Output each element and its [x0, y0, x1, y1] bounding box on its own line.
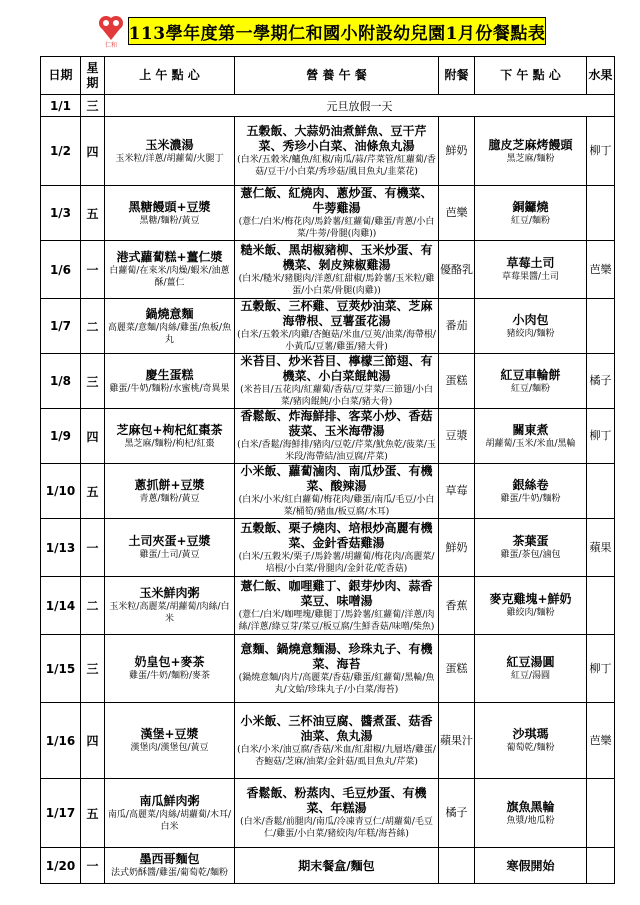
morning-snack-cell	[105, 577, 235, 635]
fruit-cell	[587, 577, 615, 635]
lunch-cell	[235, 635, 439, 703]
table-row	[41, 635, 615, 703]
table-row	[41, 703, 615, 779]
table-row	[41, 519, 615, 577]
lunch-menu: 意麵、鍋燒意麵湯、珍珠丸子、有機菜、海苔	[240, 641, 433, 671]
afternoon-snack-ingredients: 雞蛋/牛奶/麵粉	[500, 493, 561, 504]
header-row	[41, 57, 615, 95]
morning-snack-ingredients: 漢堡肉/漢堡包/黃豆	[130, 743, 209, 753]
morning-snack-name: 墨西哥麵包	[139, 852, 200, 866]
school-logo	[95, 12, 127, 48]
date-cell: 1/6	[41, 241, 81, 299]
side-cell	[439, 848, 475, 884]
morning-snack-ingredients: 白蘿蔔/在來米/肉燥/蝦米/油蔥酥/薑仁	[109, 266, 230, 288]
morning-snack-cell	[105, 519, 235, 577]
morning-snack-name: 慶生蛋糕	[145, 367, 194, 382]
morning-snack-name: 鍋燒意麵	[145, 306, 194, 321]
lunch-cell	[235, 519, 439, 577]
weekday-cell: 五	[81, 779, 105, 848]
fruit-cell: 芭樂	[587, 241, 615, 299]
afternoon-snack-ingredients: 草莓果醬/土司	[501, 272, 560, 282]
afternoon-snack-ingredients: 紅豆/麵粉	[510, 215, 551, 226]
col-lunch: 營 養 午 餐	[235, 57, 439, 95]
weekday-cell: 四	[81, 703, 105, 779]
lunch-cell	[235, 577, 439, 635]
col-weekday: 星期	[81, 57, 105, 95]
date-cell: 1/14	[41, 577, 81, 635]
afternoon-snack-ingredients: 黑芝麻/麵粉	[506, 153, 555, 164]
lunch-ingredients: (白米/糙米/豬腿肉/洋蔥/紅甜椒/馬鈴薯/玉米粒/雞蛋/小白菜/骨腿(肉雞))	[238, 273, 435, 296]
lunch-menu: 薏仁飯、咖哩雞丁、銀芽炒肉、蒜香菜豆、味噌湯	[240, 578, 433, 608]
morning-snack-ingredients: 黑糖/麵粉/黃豆	[139, 215, 200, 226]
morning-snack-cell	[105, 848, 235, 884]
afternoon-snack-name: 小肉包	[512, 312, 549, 327]
menu-table	[40, 56, 615, 884]
col-side: 附餐	[439, 57, 475, 95]
morning-snack-name: 奶皇包+麥茶	[134, 655, 205, 669]
lunch-menu: 香鬆飯、粉蒸肉、毛豆炒蛋、有機菜、年糕湯	[246, 786, 427, 815]
afternoon-snack-name: 麥克雞塊+鮮奶	[489, 592, 572, 606]
fruit-cell: 蘋果	[587, 519, 615, 577]
weekday-cell: 三	[81, 354, 105, 409]
morning-snack-name: 漢堡+豆漿	[140, 727, 199, 741]
afternoon-snack-ingredients: 豬絞肉/麵粉	[506, 328, 555, 339]
side-cell: 鮮奶	[439, 117, 475, 186]
lunch-ingredients: (白米/五穀米/栗子/馬鈴薯/胡蘿蔔/梅花肉/高麗菜/培根/小白菜/骨腿肉/金針花/乾香菇)	[238, 551, 435, 574]
date-cell: 1/15	[41, 635, 81, 703]
date-cell: 1/20	[41, 848, 81, 884]
morning-snack-ingredients: 玉米粒/高麗菜/胡蘿蔔/肉絲/白米	[109, 602, 230, 624]
date-cell: 1/10	[41, 464, 81, 519]
lunch-ingredients: (白米/五穀米/肉雞/杏鮑菇/米血/豆莢/油菜/海帶根/小黃瓜/豆薯/雞蛋/豬大骨)	[237, 330, 436, 352]
table-row	[41, 186, 615, 241]
weekday-cell: 四	[81, 409, 105, 464]
fruit-cell: 橘子	[587, 354, 615, 409]
date-cell: 1/1	[41, 95, 81, 117]
side-cell: 蛋糕	[439, 354, 475, 409]
morning-snack-name: 玉米鮮肉粥	[139, 586, 200, 600]
weekday-cell: 一	[81, 848, 105, 884]
morning-snack-ingredients: 雞蛋/土司/黃豆	[139, 550, 200, 560]
afternoon-snack-ingredients: 雞絞肉/麵粉	[506, 608, 555, 618]
afternoon-snack-name: 關東煮	[512, 422, 549, 437]
morning-snack-ingredients: 玉米粒/洋蔥/胡蘿蔔/火腿丁	[115, 153, 224, 164]
morning-snack-ingredients: 法式奶酥醬/雞蛋/葡萄乾/麵粉	[110, 868, 229, 878]
side-cell: 優酪乳	[439, 241, 475, 299]
side-cell: 香蕉	[439, 577, 475, 635]
lunch-cell	[235, 354, 439, 409]
date-cell: 1/7	[41, 299, 81, 354]
afternoon-snack-name: 茶葉蛋	[512, 534, 549, 548]
side-cell: 蘋果汁	[439, 703, 475, 779]
lunch-ingredients: (鍋燒意麵/肉片/高麗菜/香菇/雞蛋/紅蘿蔔/黑輪/魚丸/文蛤/珍珠丸子/小白菜/海苔)	[238, 672, 435, 695]
afternoon-snack-cell	[475, 409, 587, 464]
lunch-menu: 五穀飯、大蒜奶油煮鮮魚、豆干芹菜、秀珍小白菜、油條魚丸湯	[246, 124, 427, 153]
morning-snack-ingredients: 雞蛋/牛奶/麵粉/水蜜桃/奇異果	[109, 383, 230, 394]
morning-snack-name: 南瓜鮮肉粥	[139, 793, 200, 808]
lunch-ingredients: (白米/香鬆/海鮮排/豬肉/豆乾/芹菜/魷魚乾/菠菜/玉米段/海帶結/油豆腐/芹菜)	[237, 440, 436, 462]
date-cell: 1/17	[41, 779, 81, 848]
morning-snack-cell	[105, 703, 235, 779]
lunch-menu: 五穀飯、栗子燒肉、培根炒高麗有機菜、金針香菇雞湯	[240, 520, 433, 550]
weekday-cell: 二	[81, 577, 105, 635]
afternoon-snack-name: 銅鑼燒	[512, 199, 549, 214]
morning-snack-name: 黑糖饅頭+豆漿	[128, 199, 211, 214]
lunch-ingredients: (白米/香鬆/前腿肉/南瓜/冷凍青豆仁/胡蘿蔔/毛豆仁/雞蛋/小白菜/豬絞肉/年糕/海苔絲)	[240, 817, 433, 839]
afternoon-snack-cell: 寒假開始	[475, 848, 587, 884]
fruit-cell: 芭樂	[587, 703, 615, 779]
morning-snack-ingredients: 雞蛋/牛奶/麵粉/麥茶	[128, 671, 211, 681]
fruit-cell: 柳丁	[587, 117, 615, 186]
side-cell: 蛋糕	[439, 635, 475, 703]
morning-snack-ingredients: 南瓜/高麗菜/肉絲/胡蘿蔔/木耳/白米	[107, 809, 232, 832]
afternoon-snack-name: 臆皮芝麻烤饅頭	[488, 137, 573, 152]
lunch-cell	[235, 703, 439, 779]
fruit-cell	[587, 299, 615, 354]
morning-snack-name: 土司夾蛋+豆漿	[128, 534, 211, 548]
lunch-menu: 香鬆飯、炸海鮮排、客菜小炒、香菇菠菜、玉米海帶湯	[240, 409, 433, 438]
morning-snack-cell	[105, 635, 235, 703]
afternoon-snack-cell	[475, 703, 587, 779]
morning-snack-cell	[105, 409, 235, 464]
afternoon-snack-cell	[475, 635, 587, 703]
morning-snack-name: 玉米濃湯	[145, 137, 194, 152]
lunch-cell	[235, 241, 439, 299]
morning-snack-cell	[105, 299, 235, 354]
afternoon-snack-cell	[475, 779, 587, 848]
lunch-cell: 期末餐盒/麵包	[235, 848, 439, 884]
side-cell: 豆漿	[439, 409, 475, 464]
morning-snack-cell	[105, 186, 235, 241]
table-row	[41, 409, 615, 464]
morning-snack-ingredients: 黑芝麻/麵粉/枸杞/紅棗	[124, 438, 215, 449]
date-cell: 1/8	[41, 354, 81, 409]
table-row	[41, 299, 615, 354]
side-cell: 芭樂	[439, 186, 475, 241]
afternoon-snack-cell	[475, 299, 587, 354]
logo-text: 仁和	[104, 42, 118, 48]
date-cell: 1/9	[41, 409, 81, 464]
afternoon-snack-name: 紅豆車輪餅	[500, 367, 561, 382]
morning-snack-cell	[105, 354, 235, 409]
afternoon-snack-name: 旗魚黑輪	[506, 799, 555, 814]
weekday-cell: 四	[81, 117, 105, 186]
afternoon-snack-name: 銀絲卷	[512, 477, 549, 492]
fruit-cell	[587, 779, 615, 848]
col-morning-snack: 上 午 點 心	[105, 57, 235, 95]
lunch-menu: 米苔目、炒米苔目、檸檬三節翅、有機菜、小白菜餛飩湯	[240, 354, 433, 383]
afternoon-snack-cell	[475, 354, 587, 409]
table-row	[41, 354, 615, 409]
lunch-ingredients: (白米/五穀米/鱸魚/紅椒/南瓜/蒜/芹菜管/紅蘿蔔/香菇/豆干/小白菜/秀珍菇/風目魚丸/韭菜花)	[237, 155, 436, 177]
table-row	[41, 95, 615, 117]
date-cell: 1/2	[41, 117, 81, 186]
weekday-cell: 一	[81, 519, 105, 577]
lunch-cell	[235, 464, 439, 519]
afternoon-snack-ingredients: 胡蘿蔔/玉米/米血/黑輪	[485, 438, 576, 449]
page-title: 113學年度第一學期仁和國小附設幼兒園1月份餐點表	[128, 17, 546, 45]
fruit-cell	[587, 848, 615, 884]
afternoon-snack-name: 草莓土司	[506, 256, 555, 270]
table-row	[41, 779, 615, 848]
date-cell: 1/16	[41, 703, 81, 779]
table-row	[41, 117, 615, 186]
side-cell: 番茄	[439, 299, 475, 354]
morning-snack-ingredients: 青蔥/麵粉/黃豆	[139, 493, 200, 504]
table-row	[41, 464, 615, 519]
fruit-cell	[587, 186, 615, 241]
weekday-cell: 二	[81, 299, 105, 354]
lunch-cell	[235, 186, 439, 241]
lunch-ingredients: (米苔目/五花肉/紅蘿蔔/香菇/豆芽菜/三節翅/小白菜/豬肉餛飩/小白菜/豬大骨)	[240, 385, 433, 407]
weekday-cell: 三	[81, 635, 105, 703]
side-cell: 橘子	[439, 779, 475, 848]
weekday-cell: 五	[81, 464, 105, 519]
side-cell: 草莓	[439, 464, 475, 519]
weekday-cell: 五	[81, 186, 105, 241]
weekday-cell: 三	[81, 95, 105, 117]
morning-snack-ingredients: 高麗菜/意麵/肉絲/雞蛋/魚板/魚丸	[107, 322, 232, 345]
afternoon-snack-cell	[475, 577, 587, 635]
fruit-cell: 柳丁	[587, 635, 615, 703]
afternoon-snack-cell	[475, 519, 587, 577]
lunch-cell	[235, 117, 439, 186]
fruit-cell: 柳丁	[587, 409, 615, 464]
col-date: 日期	[41, 57, 81, 95]
afternoon-snack-name: 沙琪瑪	[512, 727, 549, 741]
afternoon-snack-cell	[475, 186, 587, 241]
table-row	[41, 848, 615, 884]
morning-snack-cell	[105, 241, 235, 299]
col-fruit: 水果	[587, 57, 615, 95]
lunch-cell	[235, 409, 439, 464]
lunch-menu: 小米飯、蘿蔔滷肉、南瓜炒蛋、有機菜、酸辣湯	[240, 464, 433, 493]
afternoon-snack-ingredients: 雞蛋/茶包/滷包	[500, 550, 561, 560]
lunch-ingredients: (薏仁/白米/咖哩塊/雞腿丁/馬鈴薯/紅蘿蔔/洋蔥/肉絲/洋蔥/綠豆芽/菜豆/板豆腐/生鮮香菇/味噌/柴魚)	[238, 609, 435, 632]
morning-snack-cell	[105, 779, 235, 848]
lunch-menu: 小米飯、三杯油豆腐、醬煮蛋、菇香油菜、魚丸湯	[240, 713, 433, 743]
lunch-ingredients: (白米/小米/紅白蘿蔔/梅花肉/雞蛋/南瓜/毛豆/小白菜/桶筍/豬血/板豆腐/木耳)	[238, 495, 435, 517]
table-row	[41, 577, 615, 635]
afternoon-snack-ingredients: 紅豆/湯圓	[510, 671, 551, 681]
morning-snack-cell	[105, 464, 235, 519]
morning-snack-cell	[105, 117, 235, 186]
lunch-cell	[235, 299, 439, 354]
lunch-menu: 薏仁飯、紅燒肉、蔥炒蛋、有機菜、牛蒡雞湯	[240, 186, 433, 215]
date-cell: 1/3	[41, 186, 81, 241]
col-afternoon-snack: 下 午 點 心	[475, 57, 587, 95]
fruit-cell	[587, 464, 615, 519]
afternoon-snack-cell	[475, 117, 587, 186]
lunch-menu: 糙米飯、黑胡椒豬柳、玉米炒蛋、有機菜、剝皮辣椒雞湯	[240, 242, 433, 272]
afternoon-snack-name: 紅豆湯圓	[506, 655, 555, 669]
afternoon-snack-ingredients: 葡萄乾/麵粉	[506, 743, 555, 753]
date-cell: 1/13	[41, 519, 81, 577]
afternoon-snack-ingredients: 紅豆/麵粉	[510, 383, 551, 394]
afternoon-snack-cell	[475, 464, 587, 519]
afternoon-snack-ingredients: 魚漿/地瓜粉	[506, 815, 555, 826]
afternoon-snack-cell	[475, 241, 587, 299]
morning-snack-name: 芝麻包+枸杞紅棗茶	[116, 422, 223, 437]
side-cell: 鮮奶	[439, 519, 475, 577]
table-row	[41, 241, 615, 299]
lunch-cell	[235, 779, 439, 848]
lunch-ingredients: (白米/小米/油豆腐/香菇/米血/紅甜椒/九層塔/雞蛋/杏鮑菇/芝麻/油菜/金針菇/虱目魚丸/芹菜)	[237, 744, 436, 767]
morning-snack-name: 港式蘿蔔糕+薑仁漿	[116, 250, 223, 264]
lunch-ingredients: (薏仁/白米/梅花肉/馬鈴薯/紅蘿蔔/雞蛋/青蔥/小白菜/牛蒡/骨腿(肉雞))	[238, 217, 435, 239]
weekday-cell: 一	[81, 241, 105, 299]
morning-snack-name: 蔥抓餅+豆漿	[134, 477, 205, 492]
lunch-menu: 五穀飯、三杯雞、豆莢炒油菜、芝麻海帶根、豆薯蛋花湯	[240, 299, 433, 328]
holiday-cell: 元旦放假一天	[105, 95, 615, 117]
